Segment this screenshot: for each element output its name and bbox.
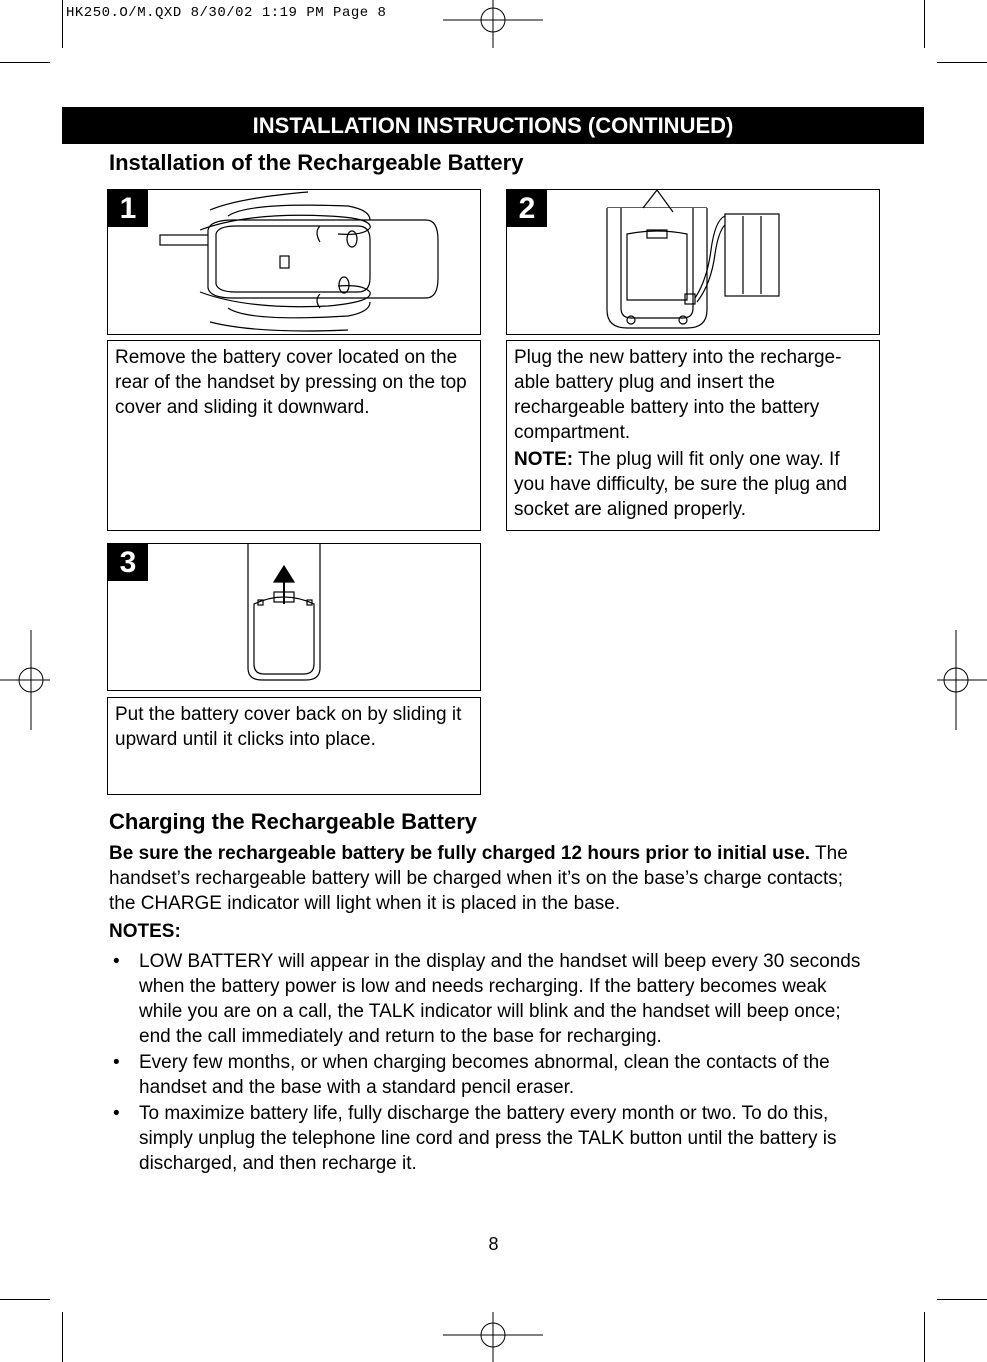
step-number: 3	[108, 544, 148, 581]
registration-mark-icon	[443, 0, 543, 48]
crop-mark	[62, 1312, 63, 1362]
note-text: The plug will fit only one way. If you have difficulty, be sure the plug and socket are aligned properly.	[514, 449, 848, 520]
step-3-instructions	[107, 697, 481, 795]
page-number: 8	[488, 1234, 499, 1254]
list-item: • Every few months, or when charging becomes abnormal, clean the contacts of the handset and the base with a standard pencil eraser.	[109, 1050, 869, 1100]
install-heading: Installation of the Rechargeable Battery	[109, 150, 524, 175]
step-2-text: Plug the new battery into the recharge-able battery plug and insert the rechargeable battery into the battery compartment.	[514, 347, 842, 443]
step-1-instructions	[107, 340, 481, 531]
step-number: 2	[507, 190, 547, 227]
list-item: • LOW BATTERY will appear in the display and the handset will beep every 30 seconds when the battery power is low and needs recharging. If the battery becomes weak while you are on a call, the TALK indicator will blink and the handset will beep once; end the call immediately and return to the base for recharging.	[109, 949, 869, 1049]
registration-mark-icon	[937, 630, 987, 730]
notes-list	[109, 949, 869, 1176]
crop-mark	[937, 1299, 987, 1300]
step-number: 1	[108, 190, 148, 227]
step-2-figure	[506, 189, 880, 335]
step-3-figure	[107, 543, 481, 691]
charging-paragraph	[109, 841, 869, 916]
charging-bold-text: Be sure the rechargeable battery be fully charged 12 hours prior to initial use.	[109, 843, 811, 864]
charging-heading: Charging the Rechargeable Battery	[109, 809, 477, 834]
charging-text: The handset’s rechargeable battery will be charged when it’s on the base’s charge contacts; the CHARGE indicator will light when it is placed in the base.	[109, 843, 848, 914]
battery-pack-connection-illustration	[507, 190, 879, 334]
crop-mark	[924, 0, 925, 48]
note-label: NOTE:	[514, 449, 574, 470]
crop-mark	[0, 62, 50, 63]
cover-replacement-illustration	[108, 544, 480, 690]
crop-mark	[62, 0, 63, 48]
handset-cover-removal-illustration	[108, 190, 480, 334]
banner-title: INSTALLATION INSTRUCTIONS (CONTINUED)	[252, 112, 734, 138]
crop-mark	[937, 62, 987, 63]
notes-label: NOTES:	[109, 921, 181, 942]
crop-mark	[924, 1312, 925, 1362]
step-1-figure	[107, 189, 481, 335]
list-item: • To maximize battery life, fully discharge the battery every month or two. To do this, simply unplug the telephone line cord and press the TALK button until the battery is discharged, and then recharge it.	[109, 1101, 869, 1176]
step-2-note	[514, 447, 872, 522]
registration-mark-icon	[0, 630, 50, 730]
charging-section	[109, 841, 869, 1177]
step-2-instructions	[506, 340, 880, 531]
printer-slug: HK250.O/M.QXD 8/30/02 1:19 PM Page 8	[66, 5, 387, 21]
section-banner	[62, 107, 924, 144]
step-3-text: Put the battery cover back on by sliding it upward until it clicks into place.	[115, 704, 462, 750]
step-1-text: Remove the battery cover located on the rear of the handset by pressing on the top cover and sliding it downward.	[115, 347, 467, 418]
registration-mark-icon	[443, 1312, 543, 1362]
crop-mark	[0, 1299, 50, 1300]
